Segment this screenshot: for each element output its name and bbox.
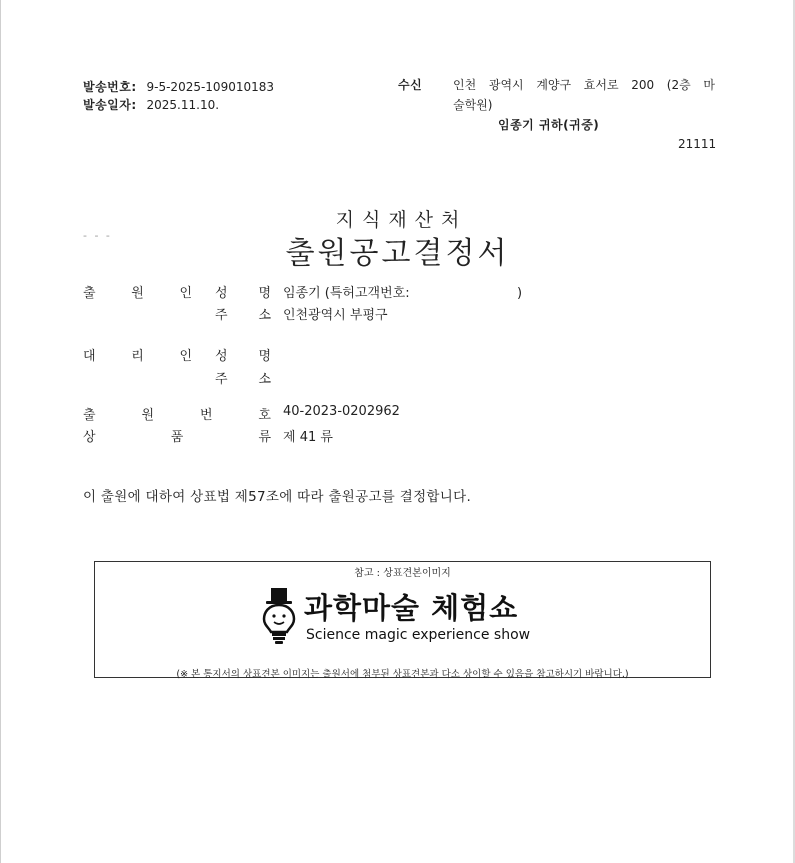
goods-class: 제 41 류 bbox=[283, 430, 333, 445]
applicant-address: 인천광역시 부평구 bbox=[283, 308, 388, 323]
decision-statement: 이 출원에 대하여 상표법 제57조에 따라 출원공고를 결정합니다. bbox=[83, 489, 472, 505]
agent-label bbox=[83, 345, 192, 364]
recipient-address-line2: 술학원) bbox=[453, 98, 493, 112]
name-label-char: 성 bbox=[215, 286, 228, 301]
number-label-char: 출 bbox=[83, 408, 96, 423]
name-label-char: 명 bbox=[258, 349, 271, 364]
applicant-label bbox=[83, 282, 192, 301]
magician-lightbulb-icon bbox=[261, 586, 297, 648]
trademark-korean-text: 과학마술 체험쇼 bbox=[304, 591, 519, 625]
recipient-name: 임종기 귀하(귀중) bbox=[498, 118, 600, 132]
send-date-value: 2025.11.10. bbox=[146, 98, 220, 112]
number-label-char: 호 bbox=[258, 408, 271, 423]
address-label-char: 주 bbox=[215, 308, 228, 323]
name-label-char: 성 bbox=[215, 349, 228, 364]
applicant-label-char: 인 bbox=[179, 286, 192, 301]
agent-label-char: 리 bbox=[131, 349, 144, 364]
address-label-char: 주 bbox=[215, 372, 228, 387]
recipient-label: 수신 bbox=[398, 78, 423, 92]
agency-name: 지식재산처 bbox=[335, 209, 468, 231]
trademark-english-text: Science magic experience show bbox=[306, 627, 531, 643]
send-date-label: 발송일자: bbox=[83, 98, 137, 112]
number-label-char: 원 bbox=[141, 408, 155, 423]
name-label-char: 명 bbox=[258, 286, 271, 301]
address-label-char: 소 bbox=[258, 372, 271, 387]
page-border-left bbox=[0, 0, 1, 863]
title-dashes: - - - bbox=[83, 229, 112, 242]
goods-label-char: 류 bbox=[258, 430, 271, 445]
send-number-row bbox=[83, 78, 274, 95]
application-number-label bbox=[83, 404, 271, 423]
trademark-sample-box bbox=[94, 561, 711, 678]
agent-label-char: 대 bbox=[83, 349, 96, 364]
postal-code: 21111 bbox=[678, 137, 717, 151]
trademark-sample-note: (※ 본 통지서의 상표견본 이미지는 출원서에 첨부된 상표견본과 다소 상이할 수 있음을 참고하시기 바랍니다.) bbox=[176, 669, 629, 680]
send-number-value: 9-5-2025-109010183 bbox=[146, 80, 275, 94]
applicant-label-char: 출 bbox=[83, 286, 96, 301]
document-title: 출원공고결정서 bbox=[285, 236, 510, 271]
address-label-char: 소 bbox=[258, 308, 271, 323]
agent-address-label bbox=[215, 368, 271, 387]
applicant-label-char: 원 bbox=[131, 286, 144, 301]
agent-name-label bbox=[215, 345, 271, 364]
goods-class-label bbox=[83, 426, 271, 445]
send-number-label: 발송번호: bbox=[83, 80, 137, 94]
recipient-address-line1: 인천 광역시 계양구 효서로 200 (2층 마 bbox=[453, 78, 715, 92]
applicant-name: 임종기 (특허고객번호: ) bbox=[283, 286, 523, 301]
trademark-sample-caption: 참고 : 상표견본이미지 bbox=[354, 568, 451, 579]
agent-label-char: 인 bbox=[179, 349, 192, 364]
goods-label-char: 상 bbox=[83, 430, 96, 445]
applicant-address-label bbox=[215, 304, 271, 323]
number-label-char: 번 bbox=[199, 408, 213, 423]
application-number: 40-2023-0202962 bbox=[283, 404, 400, 419]
applicant-name-label bbox=[215, 282, 271, 301]
goods-label-char: 품 bbox=[170, 430, 184, 445]
send-date-row bbox=[83, 96, 219, 113]
